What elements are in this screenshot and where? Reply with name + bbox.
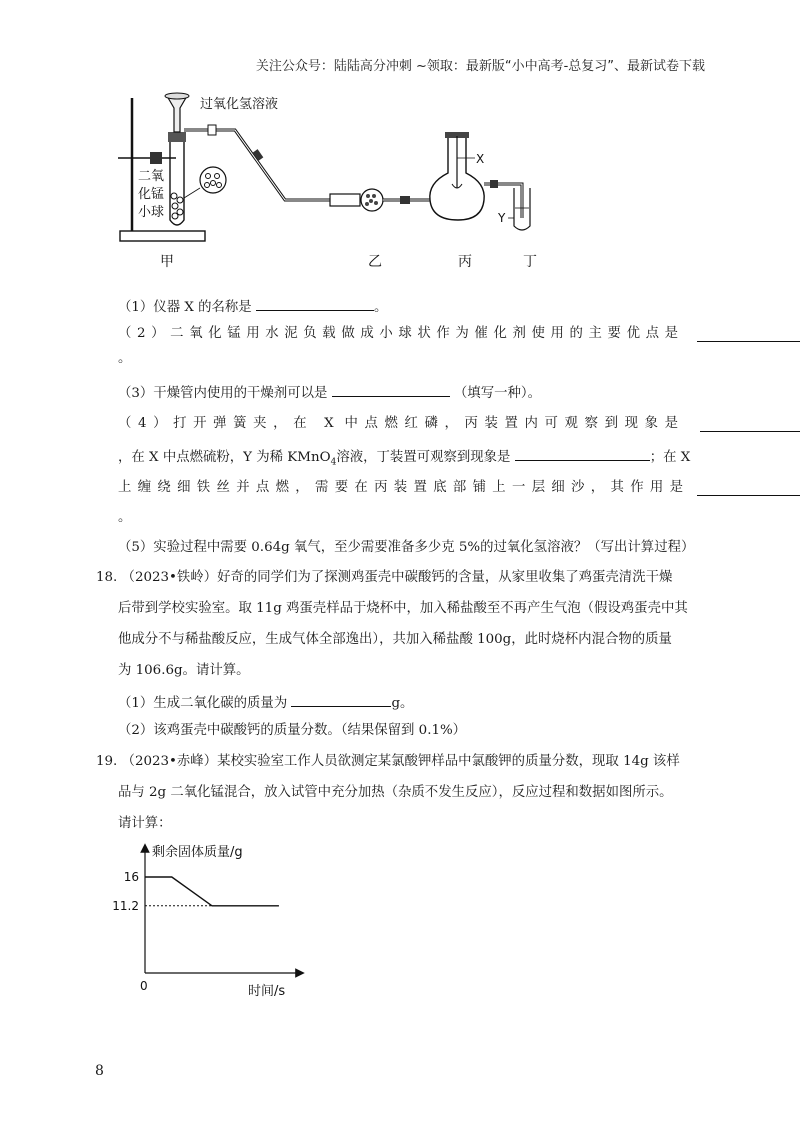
mass-series-line [145,877,279,906]
label-ball-1: 二氧 [138,169,165,184]
label-ball-2: 化锰 [138,187,165,202]
answer-blank[interactable] [697,327,800,342]
q17-part5: （5）实验过程中需要 0.64g 氧气，至少需要准备多少克 5%的过氧化氢溶液？（写出计算过程） [118,540,695,555]
answer-blank[interactable] [291,692,391,707]
answer-blank[interactable] [515,446,650,461]
answer-blank[interactable] [256,296,374,311]
q18-line3: 他成分不与稀盐酸反应，生成气体全部逸出），共加入稀盐酸 100g，此时烧杯内混合物的质量 [118,632,672,647]
q19-line3: 请计算： [118,816,172,831]
label-x: X [476,152,485,166]
q18-part1: （1）生成二氧化碳的质量为 g。 [118,692,413,714]
answer-blank[interactable] [332,382,450,397]
label-solution: 过氧化氢溶液 [200,97,279,112]
q17-part4: （4）打开弹簧夹，在 X 中点燃红磷，丙装置内可观察到现象是 [118,416,678,431]
drying-tube-yi [330,194,360,206]
label-yi: 乙 [368,254,382,270]
stand-base [120,231,205,241]
mass-time-chart [110,838,310,998]
label-jia: 甲 [160,254,174,270]
q18-line4: 为 106.6g。请计算。 [118,663,250,678]
q18-line1: 18. （2023•铁岭）好奇的同学们为了探测鸡蛋壳中碳酸钙的含量，从家里收集了鸡蛋壳清洗干燥 [96,570,673,585]
label-bing: 丙 [458,254,472,270]
q17-part4-line3: 上缠绕细铁丝并点燃，需要在丙装置底部铺上一层细沙，其作用是 [118,480,683,495]
separatory-funnel [167,96,187,132]
q17-part1: （1）仪器 X 的名称是 。 [118,296,387,318]
q19-line1: 19. （2023•赤峰）某校实验室工作人员欲测定某氯酸钾样品中氯酸钾的质量分数，现取 14g 该样 [96,754,680,769]
experiment-apparatus-diagram [110,88,570,278]
q17-part4-line2: ，在 X 中点燃硫粉，Y 为稀 KMnO$_4$溶液，丁装置可观察到现象是 ；在 X [118,446,690,473]
page-header: 关注公众号：陆陆高分冲刺 ~领取：最新版“小中高考-总复习”、最新试卷下载 [255,59,705,74]
origin-label: 0 [140,979,148,993]
page-number: 8 [95,1063,104,1079]
q19-line2: 品与 2g 二氧化锰混合，放入试管中充分加热（杂质不发生反应），反应过程和数据如图所示。 [118,785,673,800]
label-ding: 丁 [523,254,537,270]
q17-part3: （3）干燥管内使用的干燥剂可以是 （填写一种）。 [118,382,541,404]
y-tick-label: 11.2 [112,898,139,913]
q17-part2: （2）二氧化锰用水泥负载做成小球状作为催化剂使用的主要优点是 [118,326,678,341]
label-ball-3: 小球 [138,205,165,220]
answer-blank[interactable] [700,417,800,432]
q18-line2: 后带到学校实验室。取 11g 鸡蛋壳样品于烧杯中，加入稀盐酸至不再产生气泡（假设鸡蛋壳中其 [118,601,688,616]
label-y: Y [498,211,506,225]
q17-part2-end: 。 [118,351,132,366]
x-axis-label: 时间/s [248,984,286,998]
y-axis-label: 剩余固体质量/g [152,845,243,860]
q17-part4-end: 。 [118,510,132,525]
q18-part2: （2）该鸡蛋壳中碳酸钙的质量分数。（结果保留到 0.1%） [118,723,467,738]
y-tick-label: 16 [123,870,139,884]
answer-blank[interactable] [697,481,800,496]
